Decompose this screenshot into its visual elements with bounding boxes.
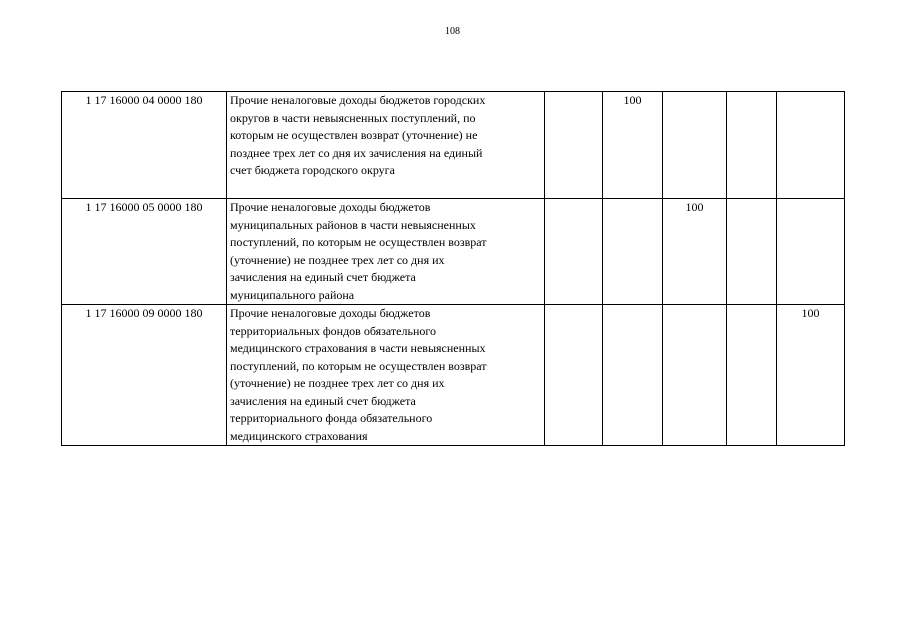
description-line: муниципального района: [230, 287, 355, 302]
description-line: (уточнение) не позднее трех лет со дня их: [230, 252, 445, 267]
value-cell-col-1: [545, 199, 603, 305]
description-line: медицинского страхования: [230, 428, 368, 443]
table-row: [62, 199, 845, 305]
description-line: зачисления на единый счет бюджета: [230, 393, 416, 408]
description-line: медицинского страхования в части невыясненных: [230, 341, 486, 355]
value-cell-col-5: 100: [777, 305, 845, 446]
description-line: которым не осуществлен возврат (уточнение) не: [230, 128, 478, 142]
value-cell-col-3: 100: [663, 199, 727, 305]
description-line: Прочие неналоговые доходы бюджетов: [230, 306, 431, 320]
value-cell-col-4: [727, 305, 777, 446]
description-line: зачисления на единый счет бюджета: [230, 270, 416, 284]
table-row: [62, 305, 845, 446]
description-line: округов в части невыясненных поступлений, по: [230, 110, 476, 125]
description-line: поступлений, по которым не осуществлен возврат: [230, 235, 487, 249]
value-cell-col-3: [663, 305, 727, 446]
value-cell-col-1: [545, 92, 603, 199]
description-line: территориального фонда обязательного: [230, 411, 433, 425]
revenue-description-cell: [227, 92, 545, 199]
value-cell-col-4: [727, 92, 777, 199]
description-line: поступлений, по которым не осуществлен возврат: [230, 358, 487, 373]
description-line: (уточнение) не позднее трех лет со дня их: [230, 376, 445, 390]
description-line: счет бюджета городского округа: [230, 163, 395, 177]
revenue-description-cell: [227, 305, 545, 446]
value-cell-col-2: [603, 305, 663, 446]
revenue-code-cell: 1 17 16000 04 0000 180: [62, 92, 227, 199]
description-line: Прочие неналоговые доходы бюджетов городских: [230, 93, 486, 107]
value-cell-col-1: [545, 305, 603, 446]
value-cell-col-5: [777, 199, 845, 305]
value-cell-col-4: [727, 199, 777, 305]
value-cell-col-2: 100: [603, 92, 663, 199]
revenue-code-cell: 1 17 16000 09 0000 180: [62, 305, 227, 446]
budget-classification-table: [61, 91, 845, 446]
page-number: 108: [445, 26, 460, 37]
value-cell-col-3: [663, 92, 727, 199]
value-cell-col-5: [777, 92, 845, 199]
table-row: [62, 92, 845, 199]
revenue-description-cell: [227, 199, 545, 305]
value-cell-col-2: [603, 199, 663, 305]
description-line: муниципальных районов в части невыясненных: [230, 217, 476, 232]
revenue-code-cell: 1 17 16000 05 0000 180: [62, 199, 227, 305]
description-line: территориальных фондов обязательного: [230, 323, 437, 338]
description-line: Прочие неналоговые доходы бюджетов: [230, 200, 431, 214]
description-line: позднее трех лет со дня их зачисления на единый: [230, 145, 483, 160]
